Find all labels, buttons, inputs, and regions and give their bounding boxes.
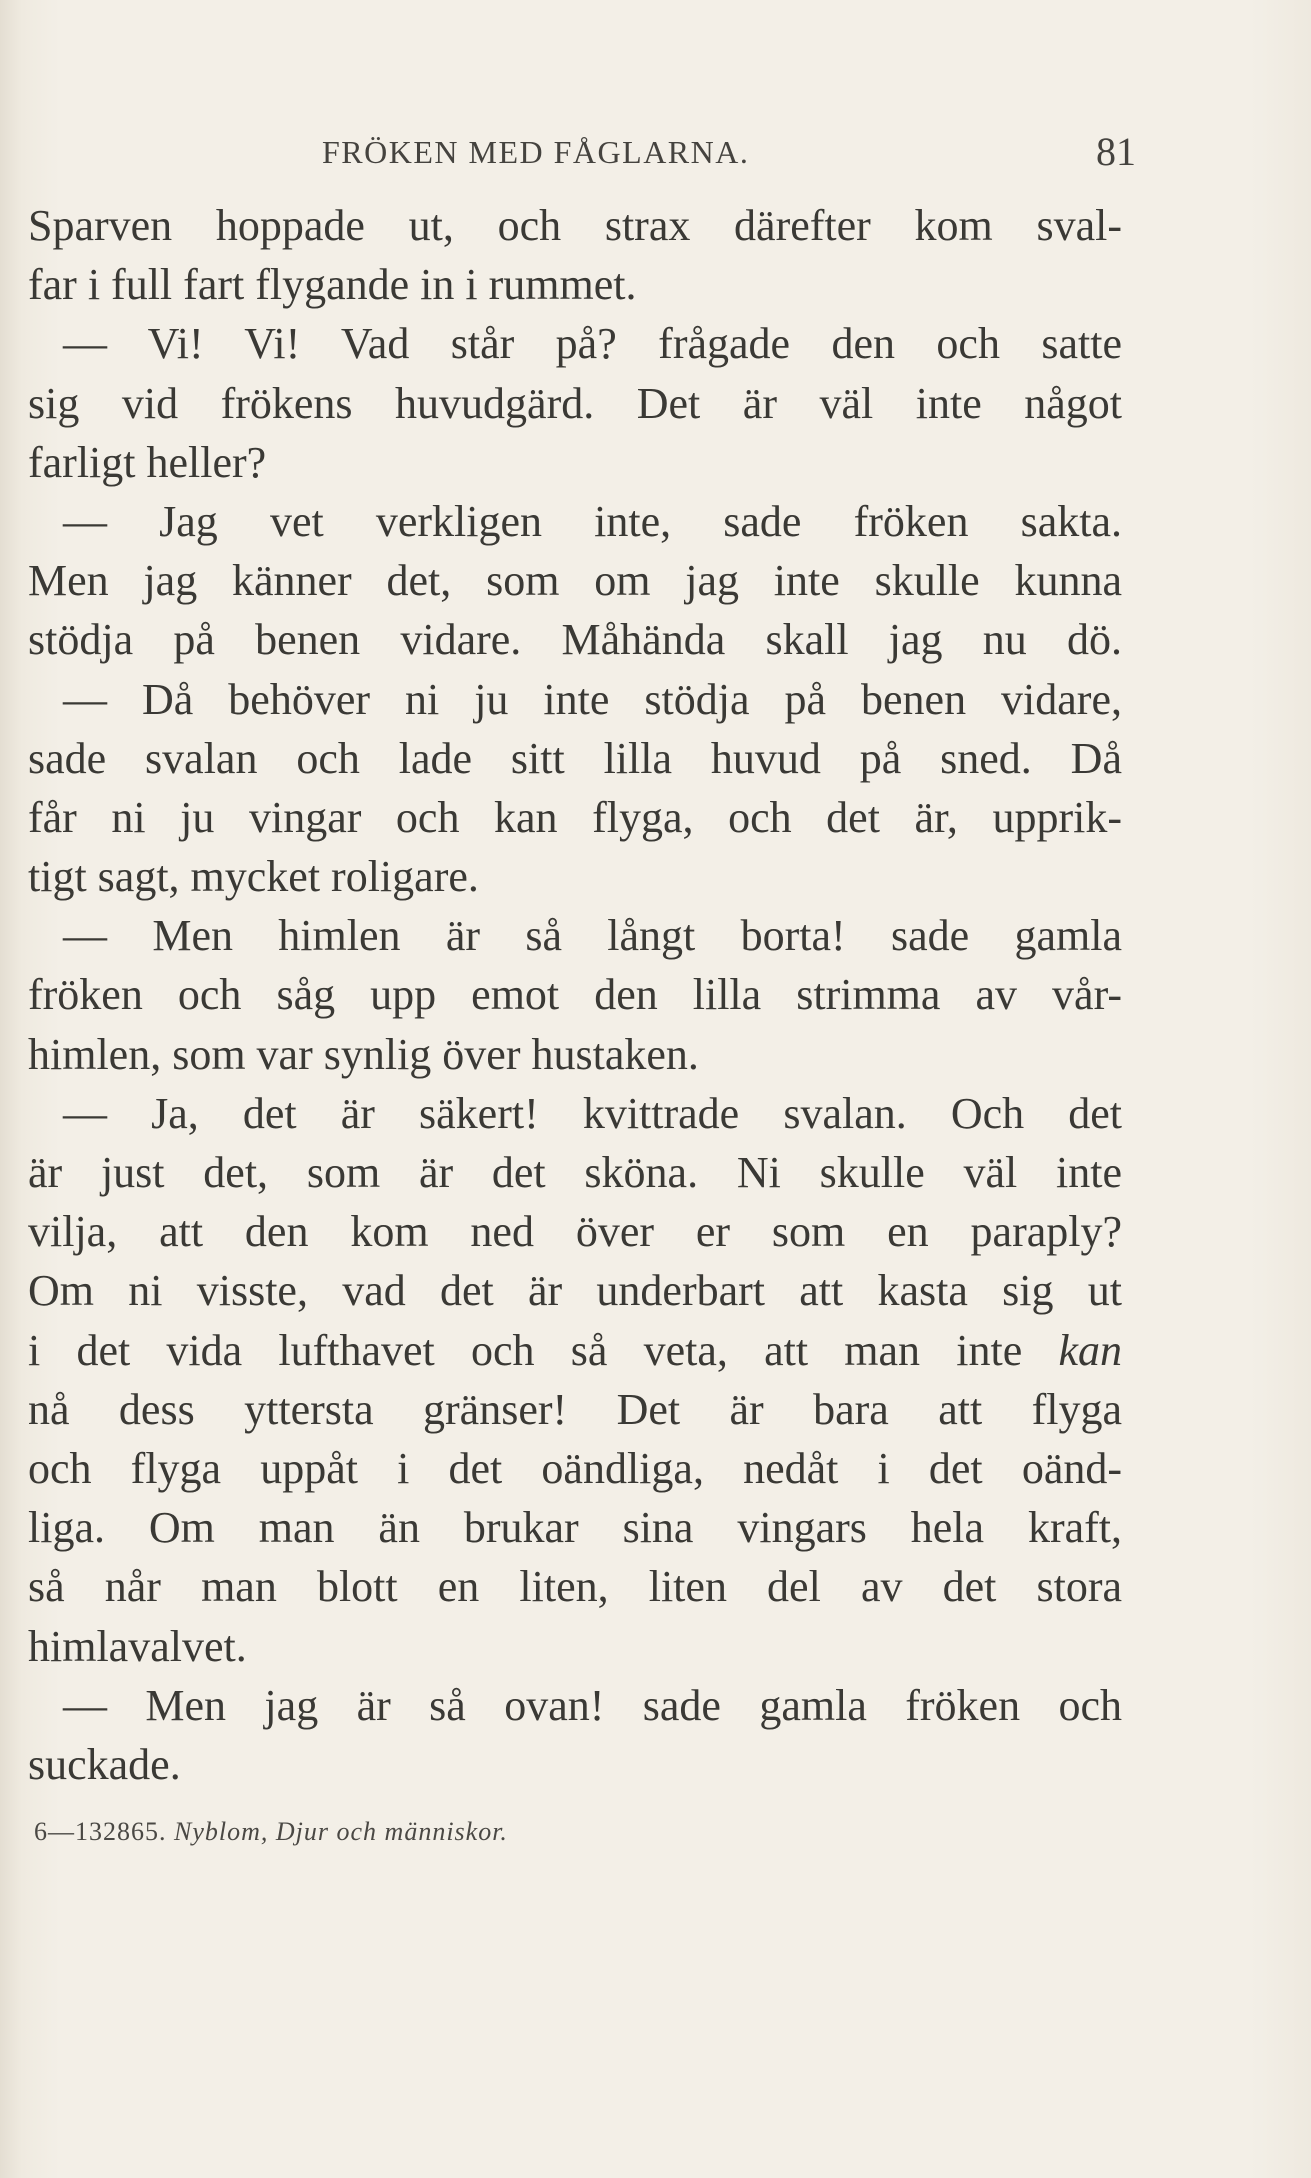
text-line: vilja, att den kom ned över er som en paraply?: [28, 1207, 1122, 1257]
text-line: — Då behöver ni ju inte stödja på benen vidare,: [63, 674, 1122, 724]
text-line: — Men jag är så ovan! sade gamla fröken och: [63, 1680, 1122, 1730]
signature-mark: 6—132865.: [34, 1817, 167, 1846]
text-line: sade svalan och lade sitt lilla huvud på sned. Då: [28, 733, 1122, 783]
text-line: nå dess yttersta gränser! Det är bara att flyga: [28, 1384, 1122, 1434]
text-line: himlen, som var synlig över hustaken.: [28, 1029, 699, 1079]
page-number: 81: [1096, 129, 1136, 174]
text-line: tigt sagt, mycket roligare.: [28, 852, 479, 902]
text-line: så når man blott en liten, liten del av det stora: [28, 1562, 1122, 1612]
signature-footer: [34, 1817, 508, 1847]
text-line: himlavalvet.: [28, 1621, 247, 1671]
text-line: stödja på benen vidare. Måhända skall jag nu dö.: [28, 615, 1122, 665]
body-text: [28, 196, 1122, 1794]
text-line: — Men himlen är så långt borta! sade gamla: [63, 911, 1122, 961]
text-line: — Vi! Vi! Vad står på? frågade den och satte: [63, 319, 1122, 369]
text-line: far i full fart flygande in i rummet.: [28, 260, 637, 310]
text-line: farligt heller?: [28, 437, 267, 487]
text-line: liga. Om man än brukar sina vingars hela kraft,: [28, 1503, 1122, 1553]
text-line: — Jag vet verkligen inte, sade fröken sakta.: [63, 496, 1122, 546]
text-line-part: i det vida lufthavet och så veta, att man inte: [28, 1325, 1023, 1375]
text-line: suckade.: [28, 1739, 181, 1789]
text-line: Om ni visste, vad det är underbart att kasta sig ut: [28, 1266, 1122, 1316]
text-line: får ni ju vingar och kan flyga, och det är, upprik-: [28, 792, 1122, 842]
book-title: Nyblom, Djur och människor.: [174, 1817, 508, 1846]
emphasis-word: kan: [1058, 1325, 1122, 1375]
text-line-with-emphasis: [28, 1321, 1122, 1380]
running-title: FRÖKEN MED FÅGLARNA.: [322, 134, 750, 170]
text-line: Men jag känner det, som om jag inte skulle kunna: [28, 556, 1122, 606]
text-line: fröken och såg upp emot den lilla strimma av vår-: [28, 970, 1122, 1020]
text-line: sig vid frökens huvudgärd. Det är väl inte något: [28, 378, 1122, 428]
text-line: — Ja, det är säkert! kvittrade svalan. Och det: [63, 1088, 1122, 1138]
page-header: [322, 128, 1162, 178]
text-line: är just det, som är det sköna. Ni skulle väl inte: [28, 1148, 1122, 1197]
text-line: Sparven hoppade ut, och strax därefter kom sval-: [28, 201, 1122, 250]
text-line: och flyga uppåt i det oändliga, nedåt i det oänd-: [28, 1443, 1122, 1493]
